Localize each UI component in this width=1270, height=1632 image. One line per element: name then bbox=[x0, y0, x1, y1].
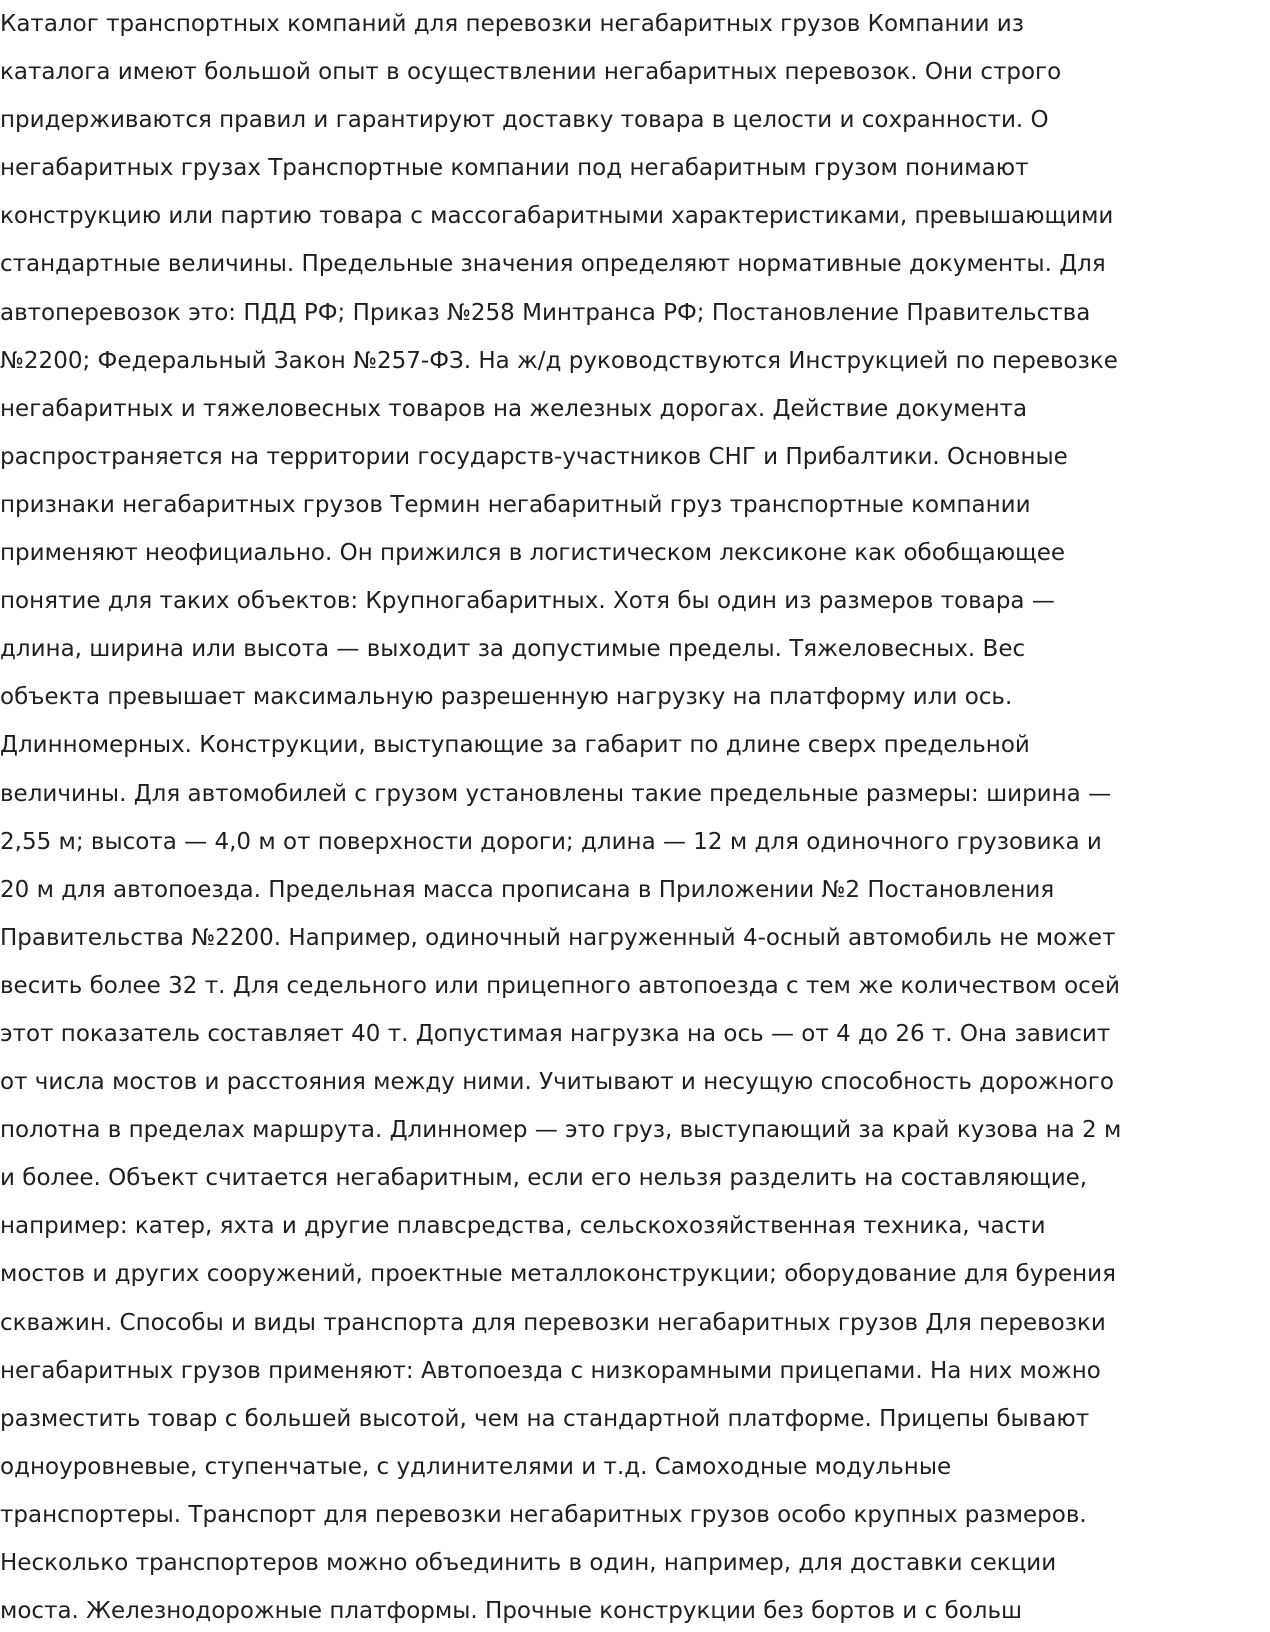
body-text: Каталог транспортных компаний для перевозки негабаритных грузов Компании из каталога имеют большой опыт в осуществлении негабаритных перевозок. Они строго придерживаются правил и гарантируют доставку товара в целости и сохранности. О негабаритных грузах Транспортные компании под негабаритным грузом понимают конструкцию или партию товара с массогабаритными характеристиками, превышающими стандартные величины. Предельные значения определяют нормативные документы. Для автоперевозок это: ПДД РФ; Приказ №258 Минтранса РФ; Постановление Правительства №2200; Федеральный Закон №257-ФЗ. На ж/д руководствуются Инструкцией по перевозке негабаритных и тяжеловесных товаров на железных дорогах. Действие документа распространяется на территории государств-участников СНГ и Прибалтики. Основные признаки негабаритных грузов Термин негабаритный груз транспортные компании применяют неофициально. Он прижился в логистическом лексиконе как обобщающее понятие для таких объектов: Крупногабаритных. Хотя бы один из размеров товара — длина, ширина или высота — выходит за допустимые пределы. Тяжеловесных. Вес объекта превышает максимальную разрешенную нагрузку на платформу или ось. Длинномерных. Конструкции, выступающие за габарит по длине сверх предельной величины. Для автомобилей с грузом установлены такие предельные размеры: ширина — 2,55 м; высота — 4,0 м от поверхности дороги; длина — 12 м для одиночного грузовика и 20 м для автопоезда. Предельная масса прописана в Приложении №2 Постановления Правительства №2200. Например, одиночный нагруженный 4-осный автомобиль не может весить более 32 т. Для седельного или прицепного автопоезда с тем же количеством осей этот показатель составляет 40 т. Допустимая нагрузка на ось — от 4 до 26 т. Она зависит от числа мостов и расстояния между ними. Учитывают и несущую способность дорожного полотна в пределах маршрута. Длинномер — это груз, выступающий за край кузова на 2 м и более. Объект считается негабаритным, если его нельзя разделить на составляющие, например: катер, яхта и другие плавсредства, сельскохозяйственная техника, части мостов и других сооружений, проектные металлоконструкции; оборудование для бурения скважин. Способы и виды транспорта для перевозки негабаритных грузов Для перевозки негабаритных грузов применяют: Автопоезда с низкорамными прицепами. На них можно разместить товар с большей высотой, чем на стандартной платформе. Прицепы бывают одноуровневые, ступенчатые, с удлинителями и т.д. Самоходные модульные транспортеры. Транспорт для перевозки негабаритных грузов особо крупных размеров. Несколько транспортеров можно объединить в один, например, для доставки секции моста. Железнодорожные платформы. Прочные конструкции без бортов и с больш bbox=[0, 11, 1122, 1625]
